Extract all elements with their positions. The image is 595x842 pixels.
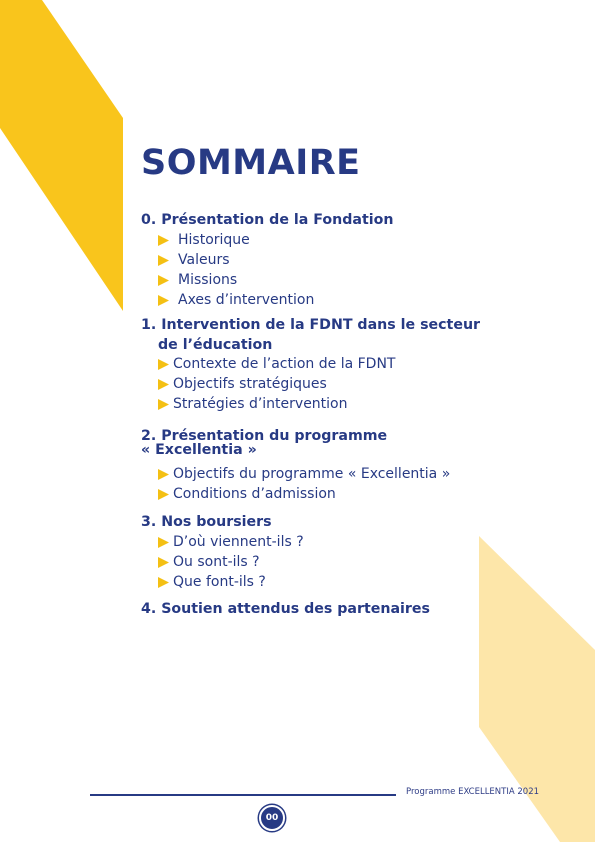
section-0-item-historique[interactable]: Historique (178, 232, 250, 248)
triangle-right-icon (158, 255, 169, 266)
triangle-right-icon (158, 235, 169, 246)
triangle-right-icon (158, 469, 169, 480)
section-1-item-objectifs[interactable]: Objectifs stratégiques (173, 376, 327, 392)
footer-program-label: Programme EXCELLENTIA 2021 (406, 787, 540, 797)
triangle-right-icon (158, 275, 169, 286)
triangle-right-icon (158, 537, 169, 548)
page-number-badge: 00 (259, 805, 285, 831)
section-3-item-que[interactable]: Que font-ils ? (173, 574, 266, 590)
triangle-right-icon (158, 577, 169, 588)
section-0-item-valeurs[interactable]: Valeurs (178, 252, 230, 268)
section-3-item-ou[interactable]: Ou sont-ils ? (173, 554, 260, 570)
page-title: SOMMAIRE (141, 143, 361, 183)
section-1-heading-line1[interactable]: 1. Intervention de la FDNT dans le secteur (141, 317, 481, 333)
section-3-heading[interactable]: 3. Nos boursiers (141, 514, 272, 530)
triangle-right-icon (158, 557, 169, 568)
triangle-right-icon (158, 295, 169, 306)
section-4-heading[interactable]: 4. Soutien attendus des partenaires (141, 601, 430, 617)
section-3-item-dou[interactable]: D’où viennent-ils ? (173, 534, 304, 550)
triangle-right-icon (158, 399, 169, 410)
yellow-band-top-left (0, 0, 123, 311)
triangle-right-icon (158, 379, 169, 390)
footer-divider (90, 794, 396, 796)
triangle-right-icon (158, 359, 169, 370)
section-1-item-contexte[interactable]: Contexte de l’action de la FDNT (173, 356, 396, 372)
section-1-item-strategies[interactable]: Stratégies d’intervention (173, 396, 348, 412)
section-2-heading-line2[interactable]: « Excellentia » (141, 442, 257, 458)
triangle-right-icon (158, 489, 169, 500)
section-0-item-axes[interactable]: Axes d’intervention (178, 292, 315, 308)
section-1-heading-line2[interactable]: de l’éducation (158, 337, 273, 353)
section-0-item-missions[interactable]: Missions (178, 272, 238, 288)
section-2-heading-line1[interactable]: 2. Présentation du programme (141, 428, 388, 444)
section-0-heading[interactable]: 0. Présentation de la Fondation (141, 212, 394, 228)
section-2-item-objectifs[interactable]: Objectifs du programme « Excellentia » (173, 466, 451, 482)
section-2-item-conditions[interactable]: Conditions d’admission (173, 486, 336, 502)
